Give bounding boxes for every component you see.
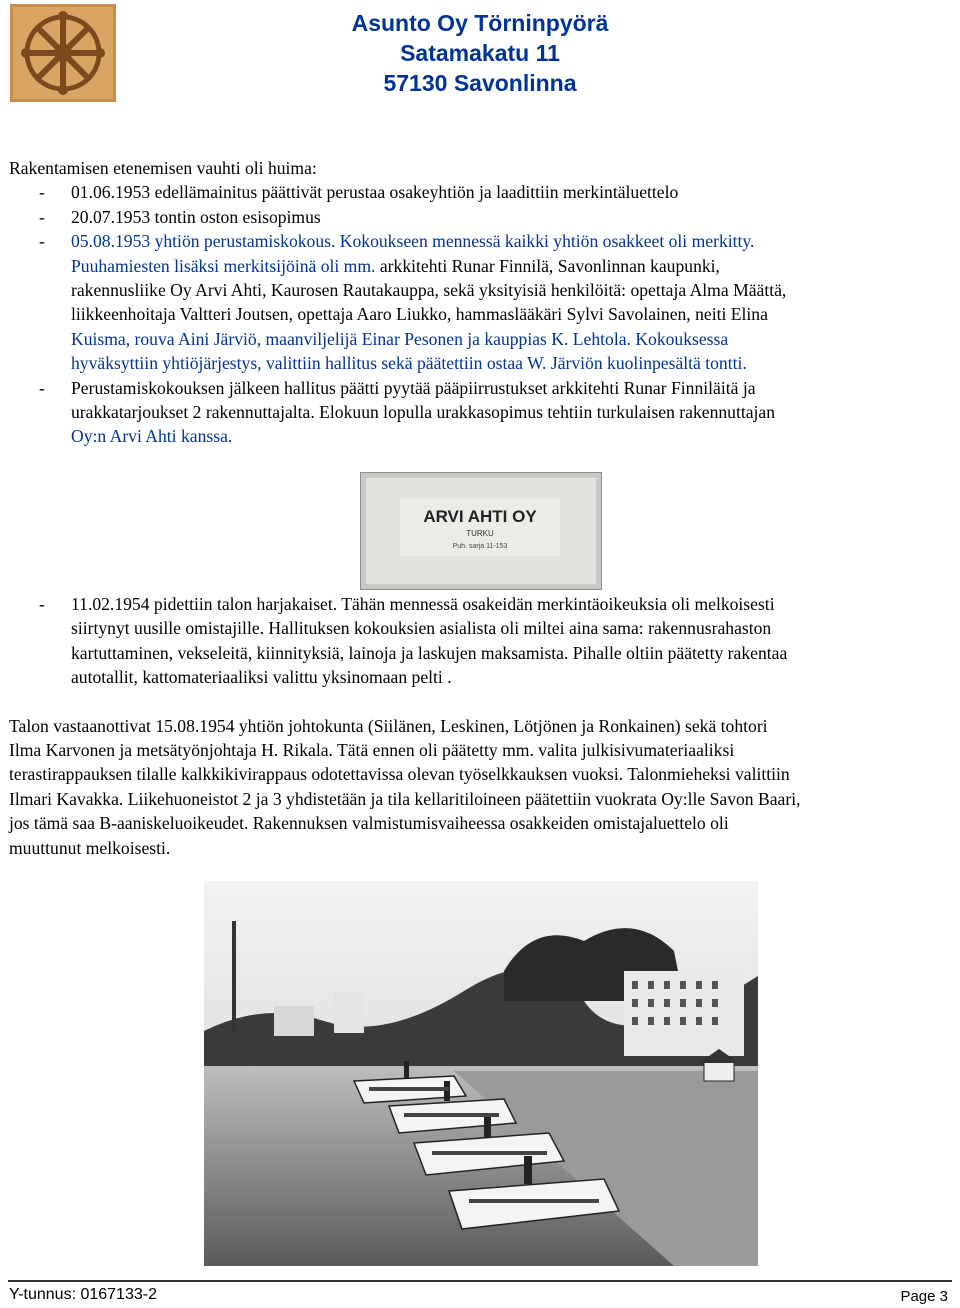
item-text: 20.07.1953 tontin oston esisopimus: [71, 206, 321, 227]
list-item: [9, 229, 953, 253]
item-continuation: [9, 254, 953, 278]
item-continuation: Oy:n Arvi Ahti kanssa.: [71, 426, 233, 447]
bullet-dash: -: [39, 206, 45, 227]
item-text: 05.08.1953 yhtiön perustamiskokous. Kokoukseen mennessä kaikki yhtiön osakkeet oli merkitty.: [71, 231, 755, 252]
item-text: 11.02.1954 pidettiin talon harjakaiset. Tähän mennessä osakeidän merkintäoikeuksia oli melkoisesti: [71, 594, 775, 614]
arvi-ahti-sign-photo: [360, 472, 602, 590]
item-continuation: rakennusliike Oy Arvi Ahti, Kaurosen Rautakauppa, sekä yksityisiä henkilöitä: opettaja Alma Määttä,: [71, 279, 787, 300]
sign-city: TURKU: [466, 529, 494, 538]
list-item: [9, 180, 953, 204]
street-address: Satamakatu 11: [400, 40, 560, 66]
paragraph-line: Ilma Karvonen ja metsätyönjohtaja H. Rikala. Tätä ennen oli päätetty mm. valita julkisivumateriaaliksi: [9, 739, 735, 760]
paragraph-line: Talon vastaanottivat 15.08.1954 yhtiön johtokunta (Siilänen, Leskinen, Lötjönen ja Ronkainen) sekä tohtori: [9, 715, 768, 736]
item-continuation: hyväksyttiin yhtiöjärjestys, valittiin hallitus sekä päätettiin ostaa W. Järviön kuolinpesältä tontti.: [71, 353, 747, 374]
paragraph-line: Ilmari Kavakka. Liikehuoneistot 2 ja 3 yhdistetään ja tila kellaritiloineen päätettiin vuokrata Oy:lle Savon Baari,: [9, 788, 801, 809]
item-continuation: urakkatarjoukset 2 rakennuttajalta. Elokuun lopulla urakkasopimus tehtiin turkulaisen rakennuttajan: [71, 401, 776, 422]
paragraph-line: terastirappauksen tilalle kalkkikivirappaus odotettavissa olevan työselkkauksen vuoksi. Talonmieheksi valittiin: [9, 764, 790, 785]
list-item: [9, 205, 953, 229]
document-body-continued: [9, 592, 953, 860]
company-logo: [10, 4, 116, 102]
bullet-dash: -: [39, 594, 45, 614]
paragraph-line: muuttunut melkoisesti.: [9, 837, 171, 858]
item-text-highlight: Puuhamiesten lisäksi merkitsijöinä oli mm.: [71, 255, 380, 276]
item-continuation: autotallit, kattomateriaaliksi valittu yksinomaan pelti .: [71, 667, 452, 688]
sign-phone: Puh. sarja 11-153: [452, 543, 508, 550]
postal-city: 57130 Savonlinna: [383, 70, 577, 96]
item-continuation: kartuttaminen, vekseleitä, kiinnityksiä, lainoja ja laskujen maksamista. Pihalle oltiin päätetty rakentaa: [71, 642, 788, 663]
business-id: Y-tunnus: 0167133-2: [9, 1286, 157, 1303]
bullet-dash: -: [39, 231, 45, 252]
item-continuation: Kuisma, rouva Aini Järviö, maanviljelijä Einar Pesonen ja kauppias K. Lehtola. Kokouksessa: [71, 328, 729, 349]
harbour-photo: [204, 881, 758, 1266]
footer-rule: [8, 1280, 952, 1282]
list-item: [9, 376, 953, 400]
spacer: [9, 690, 953, 714]
bullet-dash: -: [39, 377, 45, 398]
intro-line: Rakentamisen etenemisen vauhti oli huima:: [9, 158, 317, 178]
page-number: Page 3: [900, 1288, 948, 1305]
item-continuation: siirtynyt uusille omistajille. Hallituksen kokouksien asialista oli miltei aina sama: rakennusrahaston: [71, 618, 772, 639]
item-continuation: liikkeenhoitaja Valtteri Joutsen, opettaja Aaro Liukko, hammaslääkäri Sylvi Savolainen, neiti Elina: [71, 304, 768, 325]
item-text: 01.06.1953 edellämainitus päättivät perustaa osakeyhtiön ja laadittiin merkintäluettelo: [71, 182, 679, 203]
letterhead: [290, 8, 670, 98]
paragraph-line: jos tämä saa B-aaniskeluoikeudet. Rakennuksen valmistumisvaiheessa osakkeiden omistajaluettelo oli: [9, 813, 729, 834]
list-item: [9, 592, 953, 616]
item-text: arkkitehti Runar Finnilä, Savonlinnan kaupunki,: [379, 255, 720, 276]
item-text: Perustamiskokouksen jälkeen hallitus päätti pyytää pääpiirrustukset arkkitehti Runar Finniläitä ja: [71, 377, 756, 398]
company-name: Asunto Oy Törninpyörä: [351, 10, 609, 36]
bullet-dash: -: [39, 182, 45, 203]
sign-company: ARVI AHTI OY: [423, 507, 537, 526]
document-body: [9, 156, 953, 449]
